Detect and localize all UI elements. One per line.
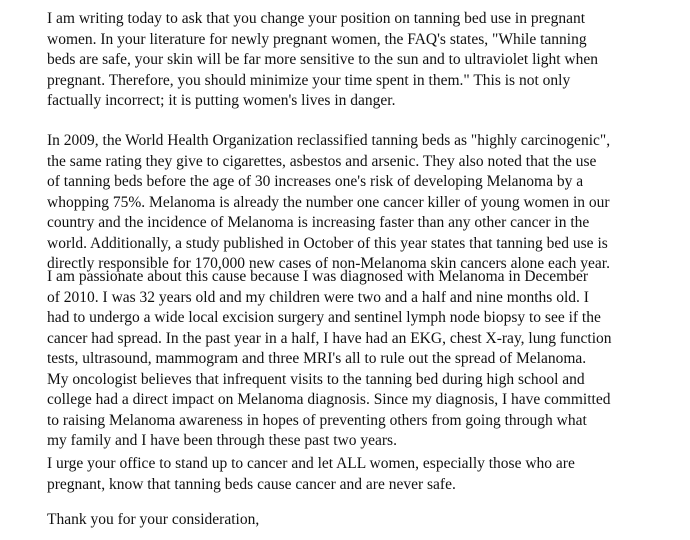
text-line: I am passionate about this cause because I was diagnosed with Melanoma in December — [47, 268, 589, 285]
paragraph-personal-story — [47, 267, 612, 452]
text-line: the same rating they give to cigarettes, asbestos and arsenic. They also noted that the use — [47, 152, 597, 170]
text-line: directly responsible for 170,000 new cases of non-Melanoma skin cancers alone each year. — [47, 255, 610, 272]
text-line: beds are safe, your skin will be far more sensitive to the sun and to ultraviolet light when — [47, 51, 598, 68]
text-line: My oncologist believes that infrequent visits to the tanning bed during high school and — [47, 370, 585, 388]
text-line: Thank you for your consideration, — [47, 511, 260, 528]
paragraph-who-facts — [47, 131, 610, 275]
text-line: college had a direct impact on Melanoma diagnosis. Since my diagnosis, I have committed — [47, 391, 611, 408]
text-line: pregnant, know that tanning beds cause cancer and are never safe. — [47, 475, 456, 493]
text-line: whopping 75%. Melanoma is already the number one cancer killer of young women in our — [47, 193, 610, 211]
text-line: women. In your literature for newly pregnant women, the FAQ's states, "While tanning — [47, 30, 587, 48]
text-line: country and the incidence of Melanoma is increasing faster than any other cancer in the — [47, 214, 590, 231]
text-line: of tanning beds before the age of 30 increases one's risk of developing Melanoma by a — [47, 173, 584, 190]
text-line: cancer had spread. In the past year in a half, I have had an EKG, chest X-ray, lung function — [47, 329, 612, 347]
text-line: world. Additionally, a study published in October of this year states that tanning bed use is — [47, 234, 608, 252]
text-line: I am writing today to ask that you change your position on tanning bed use in pregnant — [47, 10, 586, 27]
text-line: had to undergo a wide local excision surgery and sentinel lymph node biopsy to see if the — [47, 309, 601, 326]
paragraph-urge — [47, 454, 575, 495]
text-line: my family and I have been through these past two years. — [47, 432, 397, 449]
text-line: In 2009, the World Health Organization reclassified tanning beds as "highly carcinogenic", — [47, 132, 611, 149]
closing-line — [47, 510, 259, 531]
text-line: factually incorrect; it is putting women's lives in danger. — [47, 92, 396, 109]
text-line: pregnant. Therefore, you should minimize your time spent in them." This is not only — [47, 71, 571, 89]
paragraph-request — [47, 9, 598, 112]
text-line: of 2010. I was 32 years old and my children were two and a half and nine months old. I — [47, 288, 589, 306]
text-line: tests, ultrasound, mammogram and three MRI's all to rule out the spread of Melanoma. — [47, 350, 587, 367]
text-line: I urge your office to stand up to cancer and let ALL women, especially those who are — [47, 455, 575, 472]
text-line: to raising Melanoma awareness in hopes of preventing others from going through what — [47, 411, 587, 429]
